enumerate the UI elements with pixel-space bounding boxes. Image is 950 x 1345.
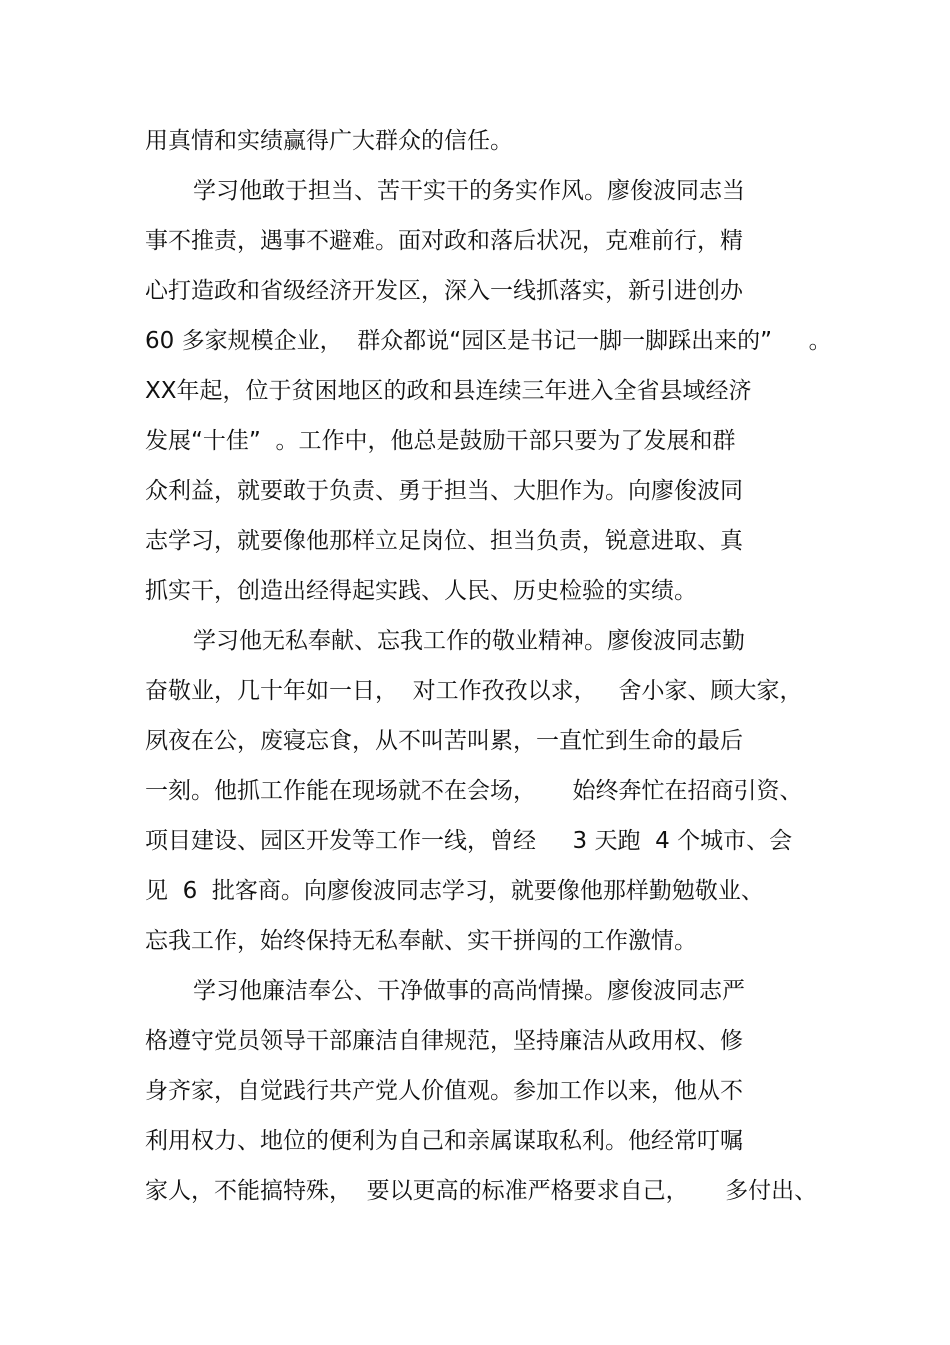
text-line: 一刻。他抓工作能在现场就不在会场， 始终奔忙在招商引资、 — [145, 778, 803, 804]
text-line: 身齐家，自觉践行共产党人价值观。参加工作以来，他从不 — [145, 1078, 743, 1104]
text-line: 发展“十佳” 。工作中，他总是鼓励干部只要为了发展和群 — [145, 428, 736, 454]
text-line: 抓实干，创造出经得起实践、人民、历史检验的实绩。 — [145, 578, 697, 604]
paragraph-start-line: 学习他敢于担当、苦干实干的务实作风。廖俊波同志当 — [193, 178, 745, 204]
text-line: 奋敬业，几十年如一日， 对工作孜孜以求， 舍小家、顾大家， — [145, 678, 803, 704]
text-line: 忘我工作，始终保持无私奉献、实干拼闯的工作激情。 — [145, 928, 697, 954]
paragraph-start-line: 学习他廉洁奉公、干净做事的高尚情操。廖俊波同志严 — [193, 978, 745, 1004]
text-line: 见 6 批客商。向廖俊波同志学习，就要像他那样勤勉敬业、 — [145, 878, 764, 904]
text-line: 60 多家规模企业， 群众都说“园区是书记一脚一脚踩出来的” 。 — [145, 328, 832, 354]
text-line: 利用权力、地位的便利为自己和亲属谋取私利。他经常叮嘱 — [145, 1128, 743, 1154]
text-line: 事不推责，遇事不避难。面对政和落后状况，克难前行，精 — [145, 228, 743, 254]
text-line: 众利益，就要敢于负责、勇于担当、大胆作为。向廖俊波同 — [145, 478, 743, 504]
text-line: 用真情和实绩赢得广大群众的信任。 — [145, 128, 513, 154]
paragraph-start-line: 学习他无私奉献、忘我工作的敬业精神。廖俊波同志勤 — [193, 628, 745, 654]
text-line: 志学习，就要像他那样立足岗位、担当负责，锐意进取、真 — [145, 528, 743, 554]
text-line: 格遵守党员领导干部廉洁自律规范，坚持廉洁从政用权、修 — [145, 1028, 743, 1054]
text-line: 夙夜在公，废寝忘食，从不叫苦叫累，一直忙到生命的最后 — [145, 728, 743, 754]
text-line: 心打造政和省级经济开发区，深入一线抓落实，新引进创办 — [145, 278, 743, 304]
text-line: 家人，不能搞特殊， 要以更高的标准严格要求自己， 多付出、 — [145, 1178, 818, 1204]
text-line: 项目建设、园区开发等工作一线，曾经 3 天跑 4 个城市、会 — [145, 828, 793, 854]
text-line: XX年起，位于贫困地区的政和县连续三年进入全省县域经济 — [145, 378, 752, 404]
